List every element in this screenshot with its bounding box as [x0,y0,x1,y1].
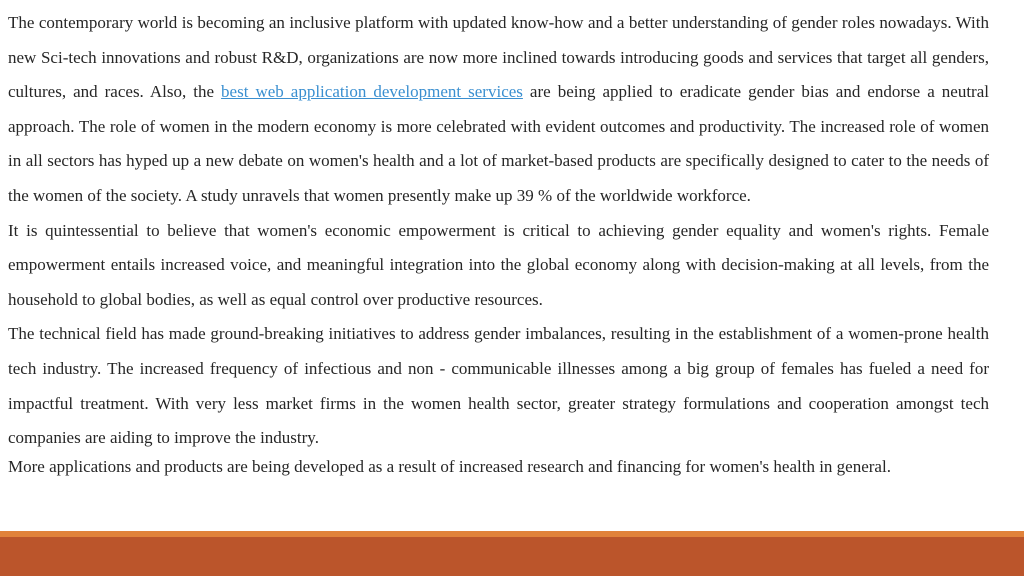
footer-bar [0,537,1024,576]
web-app-development-link[interactable]: best web application development services [221,82,523,102]
paragraph-health-tech: The technical field has made ground-breaking initiatives to address gender imbalances, resulting in the establishment of a women-prone health tech industry. The increased frequency of infectious and non - communicable illnesses among a big group of females has fueled a need for impactful treatment. With very less market firms in the women health sector, greater strategy formulations and cooperation amongst tech companies are aiding to improve the industry. [8,324,989,448]
paragraph-conclusion: More applications and products are being developed as a result of increased research and financing for women's health in general. [8,456,891,476]
paragraph-intro [8,6,989,214]
text-body [8,6,989,478]
paragraph-intro-text-start: The contemporary world is becoming an inclusive platform with updated know-how and a better understanding of gender roles nowadays. With new Sci-tech innovations and robust R&D, organizations are now more inclined towards introducing goods and services that target all genders, cultures, and races. Also, the [8,13,989,102]
paragraph-intro-text-end: are being applied to eradicate gender bias and endorse a neutral approach. The role of women in the modern economy is more celebrated with evident outcomes and productivity. The increased role of women in all sectors has hyped up a new debate on women's health and a lot of market-based products are specifically designed to cater to the needs of the women of the society. A study unravels that women presently make up 39 % of the worldwide workforce. [8,82,989,205]
paragraph-empowerment: It is quintessential to believe that women's economic empowerment is critical to achieving gender equality and women's rights. Female empowerment entails increased voice, and meaningful integration into the global economy along with decision-making at all levels, from the household to global bodies, as well as equal control over productive resources. [8,220,989,309]
